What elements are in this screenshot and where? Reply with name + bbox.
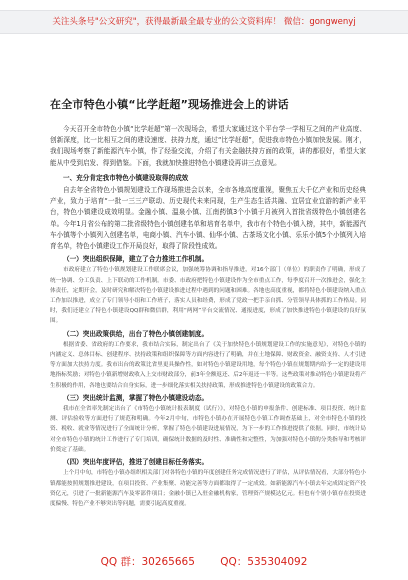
intro-paragraph: 今天召开全市特色小镇“比学赶超”第一次现场会，希望大家通过这个平台学一学相互之间的产业高度、创新深度，比一比相互之间的建设速度、扶持力度，通过“比学赶超”，促进我市特色小镇加快发展。刚才，我们现场考察了新能源汽车小镇，作了经验交流，介绍了有关金融扶持方面的政策，讲的都很好，希望大家能从中受到启发、得到借鉴。下面，我就加快推进特色小镇建设再讲三点意见。 — [50, 125, 366, 167]
footer-qq-group: QQ 群：30265665 — [100, 556, 195, 568]
subsection-heading-1: （一）突出组织保障，建立了合力推进工作机制。 — [63, 255, 209, 264]
document-title: 在全市特色小镇“比学赶超”现场推进会上的讲话 — [50, 98, 289, 111]
subsection-4-body: 上个月中旬，市特色小镇办组织相关部门对各特色小镇的年度创建任务完成情况进行了评估，从评估情况看，大部分特色小镇都能按照规划推进建设，在项目投资、产业集聚、功能完善等方面都取得了一定成效。如新能源汽车小镇去年完成固定资产投资亿元，引进了一批新能源汽车及零部件项目；金融小镇已入驻金融机构家，管理资产规模达亿元。但也有个别小镇存在投资进度偏慢、特色产业不够突出等问题，需要引起高度重视。 — [50, 470, 366, 507]
section-heading-1: 一、充分肯定我市特色小镇建设取得的成效 — [63, 173, 189, 182]
subsection-2-body: 根据省委、省政府的工作要求，我市结合实际，制定出台了《关于加快特色小镇规划建设工作的实施意见》，对特色小镇的内涵定义、总体目标、创建程序、扶持政策和组织保障等方面内容进行了明确，并在土地保障、财政资金、融资支持、人才引进等方面加大扶持力度。我市出台的政策比省里更具操作性，如对特色小镇建设用地，每个特色小镇在规划期内给予一定的建设用地指标奖励；对特色小镇新增财政收入上交市财政部分，前3年全额返还、后2年返还一半等。这些政策对推动特色小镇建设将产生积极的作用，各地也要结合自身实际，进一步细化落实相关扶持政策，形成推进特色小镇建设的政策合力。 — [50, 341, 366, 389]
header-banner: 关注头条号"公文研究"，获得最新最全最专业的公文资料库！ 微信：gongwenyj — [0, 10, 408, 34]
subsection-heading-4: （四）突出年度评估，推进了创建目标任务落实。 — [63, 458, 209, 467]
document-body — [50, 124, 366, 509]
subsection-1-body: 市政府建立了特色小镇规划建设工作联席会议，加强统筹协调和指导推进，对16个部门（单位）的职责作了明确，形成了统一协调、分工负责、上下联动的工作机制。市委、市政府把特色小镇建设作为全市重点工作，每季度召开一次推进会，强化主体责任，定期开会，及时研究和解决特色小镇建设推进过程中遇到的问题和困难。各地也高度重视，都将特色小镇建设纳入重点工作加以推进，成立了专门领导小组和工作班子，落实人员和经费，形成了党政一把手亲自抓、分管领导具体抓的工作格局。同时，我们还建立了特色小镇建设QQ群和微信群，利用“两网”平台交流情况、通报进度，形成了加快推进特色小镇建设的良好氛围。 — [50, 267, 366, 325]
footer-qq: QQ：535304092 — [220, 556, 308, 568]
footer-contact — [0, 553, 408, 571]
section-1-paragraph: 自去年全省特色小镇规划建设工作现场推进会以来，全市各地高度重视，聚焦五大千亿产业和历史经典产业，致力于培育“一批一三三产联动、历史现代未来同现，生产生态生活共融、宜居宜业宜游的新产业平台，特色小镇建设成效明显。金融小镇、温泉小镇、江南药镇3个小镇于月被列入首批省级特色小镇创建名单。今年1月省公布的第二批省级特色小镇创建名单和培育名单中，我市有个特色小镇入榜，其中，新能源汽车小镇等个小镇列入创建名单，电商小镇、汽车小镇、仙华小镇、古茶场文化小镇、乐乐小镇5个小镇列入培育名单，特色小镇建设工作开局良好，取得了阶段性成效。 — [50, 186, 366, 251]
subsection-3-body: 我市在全省率先制定出台了《市特色小镇统计报表制度（试行）》，对特色小镇的申报条件、创建标准、项目投资、统计监测、评估验收等方面进行了规范和明确。今年2月中旬，市特色小镇办在开展特色小镇工作调查基础上，对全市特色小镇的投资、税收、就业等情况进行了全面统计分析，掌握了特色小镇建设进展情况，为下一步的工作推进提供了依据。同时，市统计局对全市特色小镇的统计工作进行了专门培训，确保统计数据的及时性、准确性和完整性，为加强对特色小镇的分类指导和考核评价奠定了基础。 — [50, 406, 366, 453]
subsection-heading-3: （三）突出统计监测，掌握了特色小镇建设动态。 — [63, 393, 209, 402]
subsection-heading-2: （二）突出政策供给，出台了特色小镇创建制度。 — [63, 329, 209, 338]
